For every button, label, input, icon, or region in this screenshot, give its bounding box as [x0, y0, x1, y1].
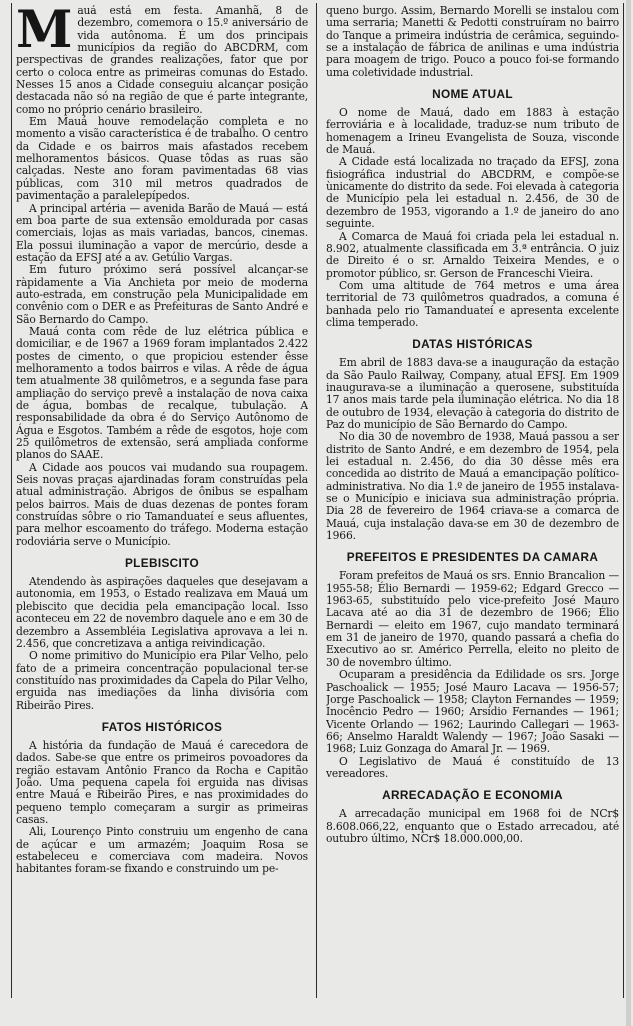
article-column-left: [16, 5, 308, 1006]
paragraph: A principal artéria — avenida Barão de Mauá — está em boa parte de sua extensão emoldurada por casas comerciais, lojas as mais variadas, bancos, cinemas. Ela possui iluminação a vapor de mercúrio, desde a estação da EFSJ até a av. Getúlio Vargas.: [16, 201, 308, 264]
paragraph: O Legislativo de Mauá é constituído de 13 vereadores.: [326, 754, 619, 780]
section-heading-prefeitos: PREFEITOS E PRESIDENTES DA CAMARA: [346, 550, 599, 565]
paragraph: Mauá conta com rêde de luz elétrica pública e domiciliar, e de 1967 a 1969 foram implantados 2.422 postes de cimento, o que propiciou estender êsse melhoramento a todos bairros e vilas. A rêde de água tem atualmente 38 quilômetros, e a segunda fase para ampliação do serviço prevê a instalação de nova caixa de água, bombas de recalque, tubulação. A responsabilidade da obra é do Serviço Autônomo de Água e Esgotos. Também a rêde de esgotos, hoje com 25 quilômetros de extensão, será ampliada conforme planos do SAAE.: [16, 324, 308, 462]
column-rule-right: [623, 3, 624, 998]
paragraph: O nome primitivo do Município era Pilar Velho, pelo fato de a primeira concentração populacional ter-se constituído nas proximidades da Capela do Pilar Velho, erguida nas imediações da linha divisória com Ribeirão Pires.: [16, 649, 308, 712]
column-rule-center: [316, 3, 317, 998]
paragraph: No dia 30 de novembro de 1938, Mauá passou a ser distrito de Santo André, e em dezembro de 1954, pela lei estadual n. 2.456, do dia 30 dêsse mês era concedida ao distrito de Mauá a emancipação político-administrativa. No dia 1.º de janeiro de 1955 instalava-se o Município e iniciava sua administração própria. Dia 28 de fevereiro de 1964 criava-se a comarca de Mauá, cuja instalação dava-se em 30 de dezembro de 1966.: [326, 430, 619, 543]
paragraph: Ocuparam a presidência da Edilidade os srs. Jorge Paschoalick — 1955; José Mauro Lacava — 1956-57; Jorge Paschoalick — 1958; Clayton Fernandes — 1959; Inocêncio Pedro — 1960; Arsídio Fernandes — 1961; Vicente Orlando — 1962; Laurindo Callegari — 1963-66; Anselmo Haraldt Walendy — 1967; João Sasaki — 1968; Luiz Gonzaga do Amaral Jr. — 1969.: [326, 668, 619, 756]
paragraph: Em futuro próximo será possível alcançar-se ràpidamente a Via Anchieta por meio de moderna auto-estrada, em construção pela Municipalidade em convênio com o DER e as Prefeituras de Santo André e São Bernardo do Campo.: [16, 263, 308, 326]
column-rule-left: [11, 3, 12, 998]
paragraph: Em abril de 1883 dava-se a inauguração da estação da São Paulo Railway, Company, atual EFSJ. Em 1909 inaugurava-se a iluminação a querosene, substituída 17 anos mais tarde pela iluminação elétrica. No dia 18 de outubro de 1934, elevação à categoria do distrito de Paz do município de São Bernardo do Campo.: [326, 356, 619, 431]
paragraph: A Cidade está localizada no traçado da EFSJ, zona fisiográfica industrial do ABCDRM, e compõe-se ùnicamente do distrito da sede. Foi elevada à categoria de Município pela lei estadual n. 2.456, de 30 de dezembro de 1953, vigorando a 1.º de janeiro do ano seguinte.: [326, 155, 619, 231]
paragraph: O nome de Mauá, dado em 1883 à estação ferroviária e à localidade, traduz-se num tributo de homenagem a Irineu Evangelista de Souza, visconde de Mauá.: [326, 106, 619, 157]
section-heading-fatos-historicos: FATOS HISTÓRICOS: [101, 719, 223, 734]
drop-cap: M: [16, 5, 73, 60]
paragraph: Foram prefeitos de Mauá os srs. Ennio Brancalion — 1955-58; Élio Bernardi — 1959-62; Edgard Grecco — 1963-65, substituído pelo vice-prefeito José Mauro Lacava até ao dia 31 de dezembro de 1966; Élio Bernardi — eleito em 1967, cujo mandato terminará em 31 de janeiro de 1970, quando passará a chefia do Executivo ao sr. Américo Perrella, eleito no pleito de 30 de novembro último.: [326, 569, 619, 669]
paragraph: A arrecadação municipal em 1968 foi de NCr$ 8.608.066,22, enquanto que o Estado arrecadou, até outubro último, NCr$ 18.000.000,00.: [326, 807, 619, 845]
paragraph: Em Mauá houve remodelação completa e no momento a visão característica é de trabalho. O centro da Cidade e os bairros mais afastados recebem melhoramentos básicos. Quase tôdas as ruas são calçadas. Neste ano foram pavimentadas 68 vias públicas, com 310 mil metros quadrados de pavimentação a paralelepípedos.: [16, 115, 308, 203]
scan-edge: [626, 0, 631, 1026]
paragraph: A história da fundação de Mauá é carecedora de dados. Sabe-se que entre os primeiros povoadores da região estavam Antônio Franco da Rocha e Capitão João. Uma pequena capela foi erguida nas divisas entre Mauá e Ribeirão Pires, e nas proximidades do pequeno templo começaram a surgir as primeiras casas.: [16, 738, 308, 826]
paragraph: Com uma altitude de 764 metros e uma área territorial de 73 quilômetros quadrados, a comuna é banhada pelo rio Tamanduateí e apresenta excelente clima temperado.: [326, 278, 619, 329]
article-column-right: [326, 5, 619, 1006]
paragraph: Ali, Lourenço Pinto construiu um engenho de cana de açúcar e um armazém; Joaquim Rosa se estabeleceu e comerciava com madeira. Novos habitantes foram-se fixando e construindo um pe-: [16, 825, 308, 876]
section-heading-nome-atual: NOME ATUAL: [432, 87, 513, 102]
section-heading-datas-historicas: DATAS HISTÓRICAS: [412, 337, 533, 352]
paragraph: A Cidade aos poucos vai mudando sua roupagem. Seis novas praças ajardinadas foram construídas pela atual administração. Abrigos de ônibus se espalham pelos bairros. Mais de duas dezenas de pontes foram construídas sôbre o rio Tamanduateí e seus afluentes, para melhor escoamento do tráfego. Moderna estação rodoviária serve o Município.: [16, 460, 308, 548]
intro-paragraph: Mauá está em festa. Amanhã, 8 de dezembro, comemora o 15.º aniversário de vida autônoma. É um dos principais municípios da região do ABCDRM, com perspectivas de grandes realizações, fator que por certo o coloca entre as primeiras comunas do Estado. Nesses 15 anos a Cidade conseguiu alcançar posição destacada não só na região de que é parte integrante, como no próprio cenário brasileiro.: [16, 5, 308, 116]
paragraph: Atendendo às aspirações daqueles que desejavam a autonomia, em 1953, o Estado realizava em Mauá um plebiscito que decidia pela emancipação local. Isso aconteceu em 22 de novembro daquele ano e em 30 de dezembro a Assembléia Legislativa aprovava a lei n. 2.456, que concretizava a antiga reivindicação.: [16, 575, 308, 650]
paragraph-continued: queno burgo. Assim, Bernardo Morelli se instalou com uma serraria; Manetti & Pedotti construíram no bairro do Tanque a primeira indústria de cerâmica, seguindo-se a instalação de fábrica de anilinas e uma indústria para moagem de trigo. Pouco a pouco foi-se formando uma coletividade industrial.: [326, 5, 619, 79]
paragraph: A Comarca de Mauá foi criada pela lei estadual n. 8.902, atualmente classificada em 3.ª entrância. O juiz de Direito é o sr. Arnaldo Teixeira Mendes, e o promotor público, sr. Gerson de Franceschi Vieira.: [326, 229, 619, 280]
section-heading-plebiscito: PLEBISCITO: [124, 556, 200, 571]
section-heading-arrecadacao: ARRECADAÇÃO E ECONOMIA: [382, 788, 563, 803]
